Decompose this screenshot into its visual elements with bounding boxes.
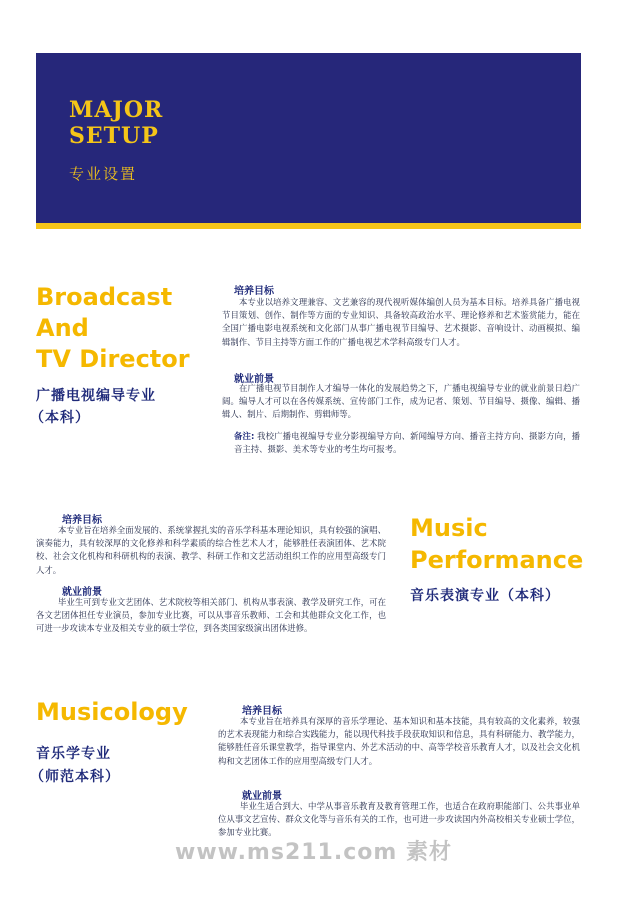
- music-career-heading: 就业前景: [62, 587, 102, 598]
- musicology-career-text: 毕业生适合到大、中学从事音乐教育及教育管理工作，也适合在政府职能部门、公共事业单位从事文艺宣传、群众文化等与音乐有关的工作，也可进一步攻读国内外高校相关专业硕士学位，参加专业比赛。: [218, 801, 580, 838]
- musicology-cn-name: 音乐学专业: [36, 746, 111, 762]
- musicology-goal-heading: 培养目标: [242, 706, 282, 717]
- broadcast-note: [234, 430, 580, 456]
- header-banner: [36, 53, 581, 223]
- header-title-line1: MAJOR: [69, 97, 164, 123]
- musicology-career-heading: 就业前景: [242, 791, 282, 802]
- broadcast-career-heading: 就业前景: [234, 374, 274, 385]
- broadcast-career-text: 在广播电视节目制作人才编导一体化的发展趋势之下，广播电视编导专业的就业前景日趋广阔。编导人才可以在各传媒系统、宣传部门工作，成为记者、策划、节目编导、摄像、编辑、播辑人、制片、后期制作、剪辑师等。: [222, 383, 580, 420]
- watermark: www.ms211.com 素材: [175, 840, 452, 865]
- musicology-title: Musicology: [36, 698, 188, 726]
- music-title-line2: Performance: [410, 546, 584, 574]
- musicology-goal-text: 本专业旨在培养具有深厚的音乐学理论、基本知识和基本技能，具有较高的文化素养，较强的艺术表现能力和综合实践能力，能以现代科技手段获取知识和信息，具有科研能力、教学能力，能够胜任音乐课堂教学，指导课堂内、外艺术活动的中、高等学校音乐教育人才，以及社会文化机构和文艺团体工作的应用型高级专门人才。: [218, 716, 580, 766]
- music-goal-text: 本专业旨在培养全面发展的、系统掌握扎实的音乐学科基本理论知识，具有较强的演唱、演奏能力，具有较深厚的文化修养和科学素质的综合性艺术人才，能够胜任表演团体、艺术院校、社会文化机构和科研机构的表演、教学、科研工作和文艺活动组织工作的应用型高级专门人才。: [36, 525, 386, 575]
- musicology-cn-sub: （师范本科）: [30, 769, 120, 785]
- header-subtitle: 专业设置: [69, 165, 138, 183]
- broadcast-title-line2: And: [36, 314, 89, 342]
- broadcast-goal-heading: 培养目标: [234, 286, 274, 297]
- broadcast-note-text: 我校广播电视编导专业分影视编导方向、新闻编导方向、播音主持方向、摄影方向，播音主持、摄影、美术等专业的考生均可报考。: [234, 431, 580, 455]
- broadcast-note-label: 备注:: [234, 431, 255, 441]
- header-title-line2: SETUP: [69, 123, 159, 149]
- music-title-line1: Music: [410, 514, 488, 542]
- broadcast-title-line3: TV Director: [36, 345, 190, 373]
- broadcast-goal-text: 本专业以培养文理兼容、文艺兼容的现代视听媒体编创人员为基本目标。培养具备广播电视节目策划、创作、制作等方面的专业知识、具备较高政治水平、理论修养和艺术鉴赏能力，能在全国广播电影电视系统和文化部门从事广播电视节目编导、艺术摄影、音响设计、动画模拟、编辑制作、节目主持等方面工作的广播电视艺术学科高级专门人才。: [222, 297, 580, 347]
- music-cn-name: 音乐表演专业（本科）: [410, 588, 560, 604]
- broadcast-title-line1: Broadcast: [36, 283, 173, 311]
- music-career-text: 毕业生可到专业文艺团体、艺术院校等相关部门、机构从事表演、教学及研究工作，可在各文艺团体担任专业演员，参加专业比赛，可以从事音乐教师、工会和其他群众文化工作，也可进一步攻读本专业及相关专业的硕士学位，到各类国家级演出团体进修。: [36, 597, 386, 634]
- header-accent-bar: [36, 223, 581, 229]
- broadcast-cn-name: 广播电视编导专业: [36, 388, 156, 404]
- broadcast-cn-sub: （本科）: [30, 410, 90, 426]
- music-goal-heading: 培养目标: [62, 515, 102, 526]
